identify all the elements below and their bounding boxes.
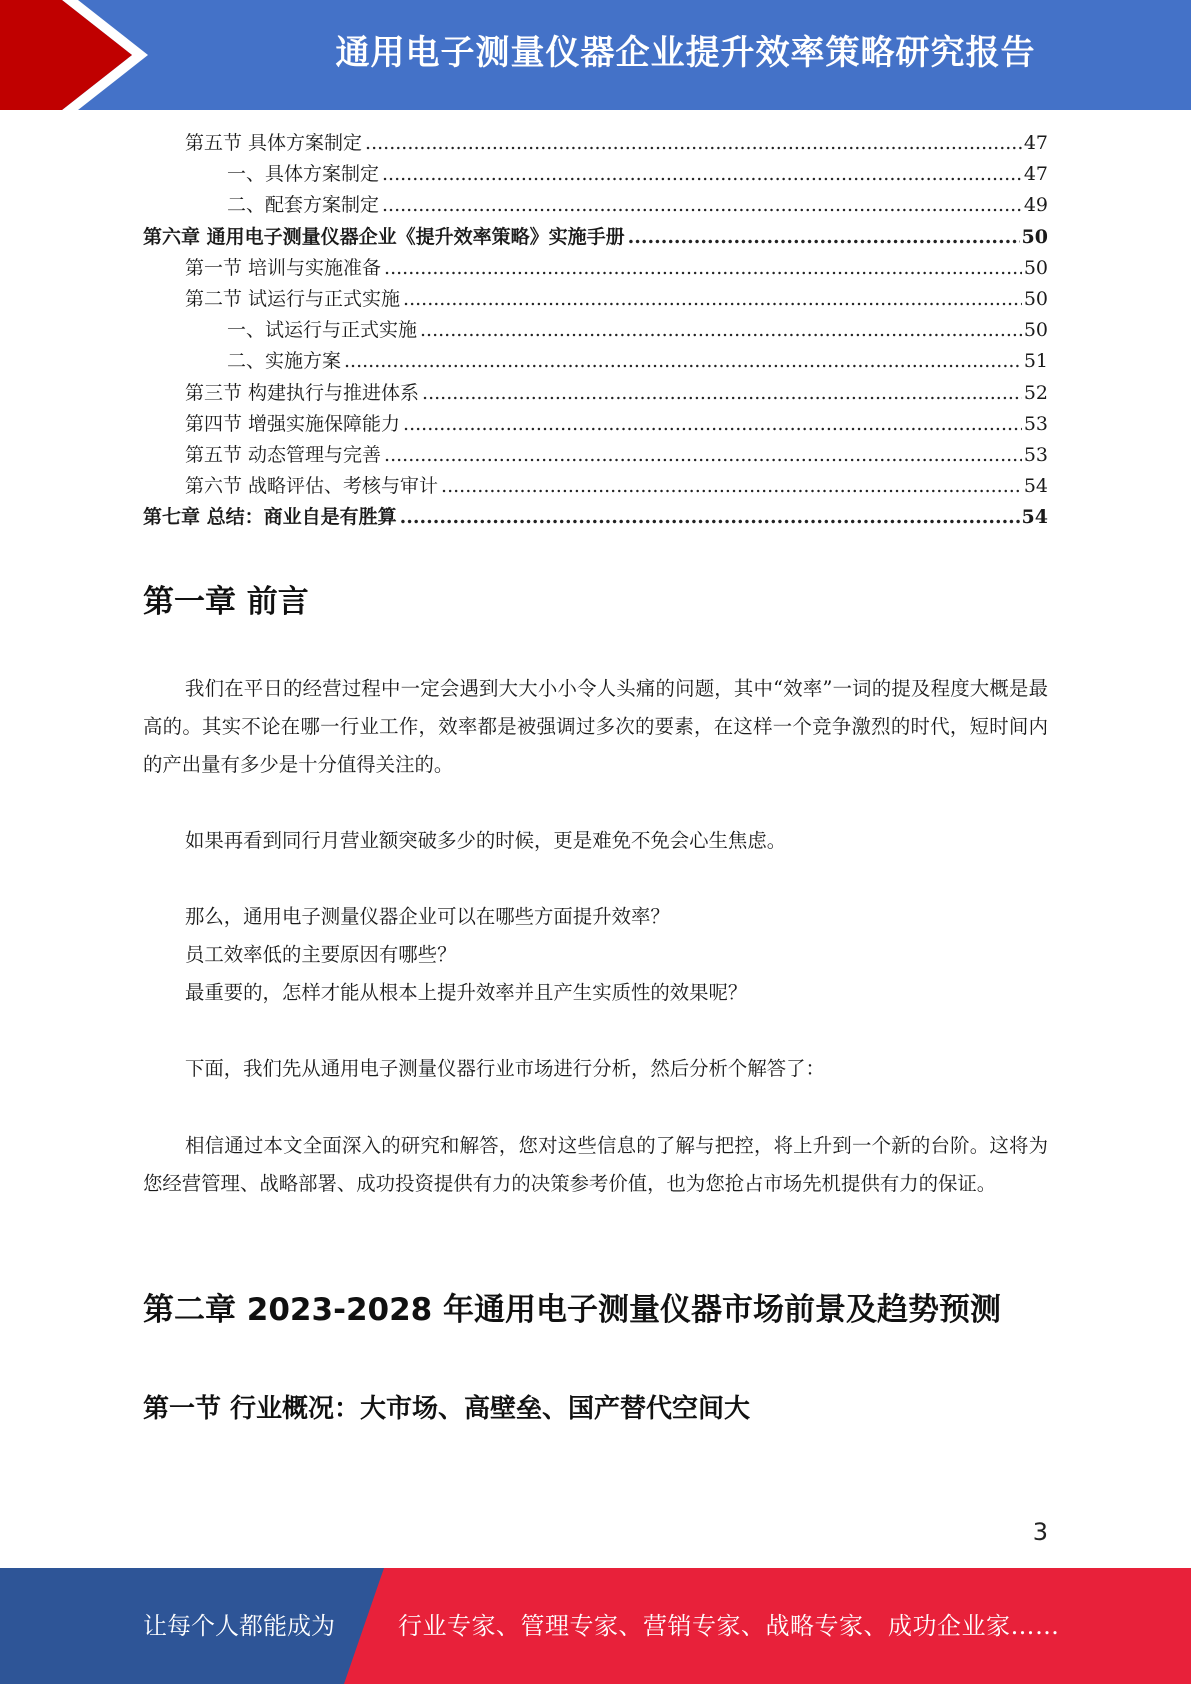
toc-entry[interactable] bbox=[143, 440, 1048, 471]
toc-leader-dots bbox=[400, 506, 1020, 528]
toc-leader-dots bbox=[422, 382, 1022, 404]
toc-entry-title: 第七章 总结：商业自是有胜算 bbox=[143, 506, 397, 529]
toc-entry-page: 47 bbox=[1023, 132, 1048, 154]
toc-entry[interactable] bbox=[143, 159, 1048, 190]
toc-entry-title: 一、具体方案制定 bbox=[227, 163, 380, 186]
anxiety-paragraph: 如果再看到同行月营业额突破多少的时候，更是难免不免会心生焦虑。 bbox=[185, 829, 787, 852]
page-footer bbox=[0, 1568, 1191, 1684]
toc-entry[interactable] bbox=[143, 409, 1048, 440]
toc-entry-page: 50 bbox=[1021, 225, 1048, 248]
toc-entry-page: 50 bbox=[1023, 287, 1048, 310]
toc-entry-title: 第六章 通用电子测量仪器企业《提升效率策略》实施手册 bbox=[143, 225, 625, 248]
footer-slogan-right: 行业专家、管理专家、营销专家、战略专家、成功企业家…… bbox=[398, 1612, 1060, 1640]
analysis-intro-paragraph: 下面，我们先从通用电子测量仪器行业市场进行分析，然后分析个解答了： bbox=[185, 1057, 825, 1080]
toc-entry-page: 53 bbox=[1023, 443, 1048, 466]
question-2: 员工效率低的主要原因有哪些？ bbox=[185, 943, 457, 966]
toc-entry-title: 第二节 试运行与正式实施 bbox=[185, 287, 401, 310]
toc-entry-page: 52 bbox=[1023, 381, 1048, 404]
toc-leader-dots bbox=[382, 194, 1022, 216]
toc-leader-dots bbox=[365, 132, 1022, 154]
toc-entry-title: 二、实施方案 bbox=[227, 350, 342, 373]
toc-entry-page: 49 bbox=[1023, 194, 1048, 217]
toc-entry[interactable] bbox=[143, 471, 1048, 502]
table-of-contents bbox=[143, 128, 1048, 533]
chapter-2-heading: 第二章 2023-2028 年通用电子测量仪器市场前景及趋势预测 bbox=[143, 1292, 1002, 1328]
toc-entry[interactable] bbox=[143, 253, 1048, 284]
toc-entry-title: 第四节 增强实施保障能力 bbox=[185, 412, 401, 435]
toc-entry-title: 第三节 构建执行与推进体系 bbox=[185, 381, 420, 404]
toc-leader-dots bbox=[628, 226, 1020, 248]
toc-leader-dots bbox=[384, 444, 1022, 466]
toc-leader-dots bbox=[382, 163, 1022, 185]
toc-entry[interactable] bbox=[143, 315, 1048, 346]
toc-leader-dots bbox=[403, 413, 1022, 435]
toc-entry-title: 二、配套方案制定 bbox=[227, 194, 380, 217]
toc-entry[interactable] bbox=[143, 284, 1048, 315]
footer-slogan-left: 让每个人都能成为 bbox=[143, 1612, 335, 1640]
toc-entry-title: 第六节 战略评估、考核与审计 bbox=[185, 475, 439, 498]
toc-entry-page: 50 bbox=[1023, 256, 1048, 279]
intro-paragraph: 我们在平日的经营过程中一定会遇到大大小小令人头痛的问题，其中“效率”一词的提及程度大概是最高的。其实不论在哪一行业工作，效率都是被强调过多次的要素，在这样一个竞争激烈的时代，短时间内的产出量有多少是十分值得关注的。 bbox=[143, 677, 1048, 776]
closing-paragraph: 相信通过本文全面深入的研究和解答，您对这些信息的了解与把控，将上升到一个新的台阶。这将为您经营管理、战略部署、成功投资提供有力的决策参考价值，也为您抢占市场先机提供有力的保证。 bbox=[143, 1134, 1048, 1195]
toc-entry-page: 53 bbox=[1023, 412, 1048, 435]
toc-entry[interactable] bbox=[143, 378, 1048, 409]
toc-entry[interactable] bbox=[143, 502, 1048, 533]
toc-entry[interactable] bbox=[143, 190, 1048, 221]
toc-entry-title: 第一节 培训与实施准备 bbox=[185, 256, 382, 279]
toc-entry-title: 第五节 动态管理与完善 bbox=[185, 443, 382, 466]
toc-leader-dots bbox=[420, 319, 1022, 341]
report-title: 通用电子测量仪器企业提升效率策略研究报告 bbox=[335, 33, 1036, 73]
toc-leader-dots bbox=[441, 475, 1022, 497]
toc-entry-page: 51 bbox=[1023, 350, 1048, 373]
toc-leader-dots bbox=[344, 350, 1022, 372]
page-header bbox=[0, 0, 1191, 110]
toc-entry[interactable] bbox=[143, 222, 1048, 253]
toc-entry-title: 一、试运行与正式实施 bbox=[227, 319, 418, 342]
question-1: 那么，通用电子测量仪器企业可以在哪些方面提升效率？ bbox=[185, 905, 670, 928]
toc-entry-page: 54 bbox=[1023, 475, 1048, 498]
toc-entry[interactable] bbox=[143, 346, 1048, 377]
section-1-heading: 第一节 行业概况：大市场、高壁垒、国产替代空间大 bbox=[143, 1394, 751, 1424]
question-3: 最重要的，怎样才能从根本上提升效率并且产生实质性的效果呢？ bbox=[185, 981, 748, 1004]
toc-leader-dots bbox=[384, 257, 1022, 279]
page-number: 3 bbox=[1032, 1518, 1048, 1546]
toc-entry-page: 47 bbox=[1023, 163, 1048, 186]
toc-entry[interactable] bbox=[143, 128, 1048, 159]
toc-entry-page: 50 bbox=[1023, 319, 1048, 342]
toc-entry-page: 54 bbox=[1021, 506, 1048, 529]
chapter-1-heading: 第一章 前言 bbox=[143, 584, 309, 620]
toc-entry-title: 第五节 具体方案制定 bbox=[185, 132, 363, 154]
toc-leader-dots bbox=[403, 288, 1022, 310]
